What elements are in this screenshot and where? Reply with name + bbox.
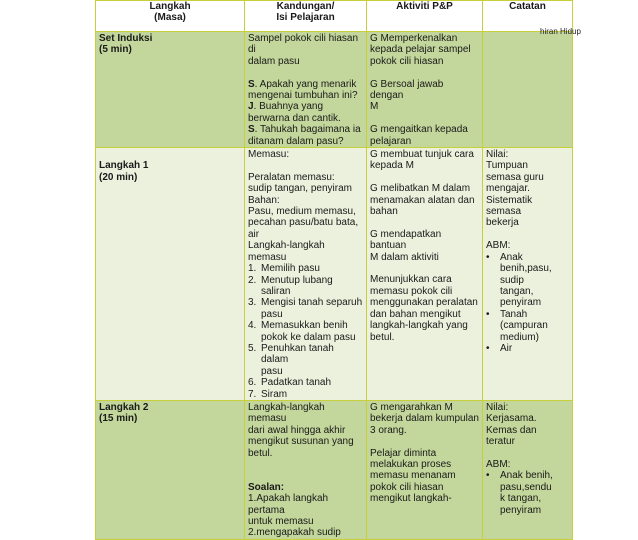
nilai-block — [486, 402, 569, 448]
abm-list — [486, 470, 569, 516]
text-line: pasu — [261, 365, 283, 377]
text-line: Memasukkan benih — [261, 320, 348, 332]
aktiviti-block — [370, 229, 479, 263]
text-line: memasu pokok cili — [370, 285, 453, 297]
text-line: Bahan: — [248, 194, 280, 206]
soalan-label: Soalan: — [248, 481, 285, 493]
text-line: Kerjasama. — [486, 413, 537, 425]
list-item — [486, 343, 569, 354]
list-item: 2. Menutup lubang saliran — [248, 275, 363, 298]
margin-note: hiran Hidup — [540, 27, 581, 36]
text-line: . Tahukah bagaimana ia ditanam dalam pasu? — [248, 124, 361, 147]
stage-time: (20 min) — [99, 171, 138, 183]
text-line: Pasu, medium memasu, — [248, 206, 356, 218]
text-line: . Buahnya yang berwarna dan cantik. — [248, 101, 341, 124]
text-line: mengikut susunan yang — [248, 436, 354, 448]
list-item — [486, 470, 569, 516]
text-line: G mengarahkan M — [370, 401, 453, 413]
text-line: teratur — [486, 436, 515, 448]
text-line: semasa — [486, 206, 522, 218]
kandungan-intro — [248, 33, 363, 67]
text-line: pecahan pasu/batu bata, — [248, 217, 359, 229]
text-line: . Apakah yang menarik mengenai tumbuhan ini? — [248, 78, 358, 102]
cell-kandungan — [245, 32, 367, 148]
header-label: (Masa) — [154, 12, 186, 23]
text-line: Sistematik — [486, 194, 533, 206]
table-row-langkah-2 — [96, 400, 573, 539]
header-kandungan — [245, 1, 367, 32]
text-line: M — [370, 101, 379, 113]
text-line: Tanah — [500, 308, 528, 320]
list-item: 3. Mengisi tanah separuh pasu — [248, 297, 363, 320]
bullet-icon: • — [486, 342, 490, 354]
aktiviti-block — [370, 274, 479, 342]
stage-time: (15 min) — [99, 413, 138, 425]
text-line: Nilai: — [486, 149, 509, 161]
text-line: penyiram — [500, 504, 542, 516]
text-line: Menunjukkan cara — [370, 274, 452, 286]
stage-name: Set Induksi — [99, 33, 153, 44]
text-line: pasu,sendu — [500, 481, 552, 493]
aktiviti-block — [370, 124, 479, 147]
aktiviti-block — [370, 402, 479, 436]
abm-label: ABM: — [486, 458, 511, 470]
header-label: Aktiviti P&P — [396, 1, 453, 12]
text-line: bekerja — [486, 217, 519, 229]
cell-catatan — [483, 148, 573, 401]
text-line: Anak — [500, 251, 523, 263]
text-line: Peralatan memasu: — [248, 171, 335, 183]
cell-aktiviti — [367, 32, 483, 148]
lesson-plan-table — [95, 0, 573, 540]
text-line: G Bersoal jawab dengan — [370, 78, 444, 102]
cell-catatan — [483, 32, 573, 148]
stage-name: Langkah 1 — [99, 160, 149, 172]
text-line: Pelajar diminta — [370, 447, 437, 459]
text-line: Menutup lubang saliran — [261, 274, 333, 297]
text-line: Air — [500, 342, 513, 354]
text-line: Penuhkan tanah dalam — [261, 342, 334, 366]
text-line: M dalam aktiviti — [370, 251, 439, 263]
text-line: sudip tangan, penyiram — [248, 183, 352, 195]
text-line: sudip — [500, 274, 524, 286]
text-line: J — [248, 101, 254, 113]
list-item — [486, 309, 569, 343]
list-item: 1. Memilih pasu — [248, 263, 320, 275]
cell-catatan — [483, 400, 573, 539]
text-line: melakukan proses — [370, 458, 452, 470]
text-line: pokok cili hiasan — [370, 55, 444, 67]
text-line: kepada pelajar sampel — [370, 44, 471, 56]
text-line: memasu menanam — [370, 470, 456, 482]
cell-langkah — [96, 400, 245, 539]
text-line: air — [248, 228, 260, 240]
text-line: bahan — [370, 206, 398, 218]
text-line: Padatkan tanah — [261, 377, 332, 389]
cell-aktiviti — [367, 148, 483, 401]
text-line: dari awal hingga akhir — [248, 424, 346, 436]
kandungan-intro — [248, 402, 363, 459]
text-line: G melibatkan M dalam — [370, 183, 471, 195]
aktiviti-block — [370, 149, 479, 172]
aktiviti-block — [370, 183, 479, 217]
text-line: menggunakan peralatan — [370, 297, 478, 309]
text-line: Anak benih, — [500, 470, 553, 482]
text-line: penyiram — [500, 297, 542, 309]
aktiviti-block — [370, 33, 479, 67]
stage-time: (5 min) — [99, 44, 132, 56]
text-line: G Memperkenalkan — [370, 33, 458, 44]
text-line: dan bahan mengikut — [370, 308, 461, 320]
table-row-set-induksi — [96, 32, 573, 148]
steps-list — [248, 263, 363, 400]
text-line: Langkah-langkah memasu — [248, 401, 325, 425]
header-langkah — [96, 1, 245, 32]
text-line: G mendapatkan bantuan — [370, 228, 442, 252]
text-line: Tumpuan — [486, 160, 528, 172]
text-line: G membuat tunjuk cara — [370, 149, 474, 161]
text-line: pokok ke dalam pasu — [261, 331, 356, 343]
stage-name: Langkah 2 — [99, 401, 149, 413]
nilai-block — [486, 149, 569, 229]
text-line: tangan, — [500, 285, 534, 297]
table-row-langkah-1 — [96, 148, 573, 401]
text-line: Memilih pasu — [261, 263, 320, 275]
text-line: S — [248, 124, 255, 136]
list-item — [486, 252, 569, 309]
bullet-icon: • — [486, 470, 490, 482]
text-line: 2.mengapakah sudip — [248, 527, 341, 539]
qa-line — [248, 101, 363, 124]
bullet-icon: • — [486, 308, 490, 320]
text-line: Nilai: — [486, 401, 509, 413]
abm-list — [486, 252, 569, 355]
text-line: Langkah-langkah memasu — [248, 240, 325, 263]
text-line: pelajaran — [370, 135, 412, 147]
bullet-icon: • — [486, 251, 490, 263]
text-line: betul. — [370, 331, 395, 343]
list-item: 7. Siram — [248, 388, 288, 400]
cell-aktiviti — [367, 400, 483, 539]
text-line: Mengisi tanah separuh — [261, 297, 363, 309]
text-line: pasu — [261, 308, 283, 320]
list-item: 4. Memasukkan benih pokok ke dalam pasu — [248, 320, 356, 343]
kandungan-heading: Memasu: — [248, 149, 290, 161]
text-line: dalam pasu — [248, 55, 300, 67]
cell-langkah — [96, 32, 245, 148]
cell-langkah — [96, 148, 245, 401]
qa-line — [248, 79, 363, 102]
text-line: menamakan alatan dan — [370, 194, 475, 206]
text-line: medium) — [500, 331, 539, 343]
text-line: S — [248, 78, 255, 90]
text-line: langkah-langkah yang — [370, 320, 468, 332]
header-label: Langkah — [149, 1, 191, 12]
list-item: 6. Padatkan tanah — [248, 377, 332, 389]
header-aktiviti — [367, 1, 483, 32]
text-line: Siram — [261, 388, 288, 400]
text-line: bekerja dalam kumpulan — [370, 413, 479, 425]
text-line: (campuran — [500, 320, 548, 332]
table-header-row — [96, 1, 573, 32]
aktiviti-block — [370, 79, 479, 113]
soalan-list — [248, 493, 363, 539]
text-line: betul. — [248, 447, 273, 459]
header-label: Isi Pelajaran — [276, 12, 335, 23]
text-line: semasa guru — [486, 171, 544, 183]
text-line: 1.Apakah langkah pertama — [248, 493, 329, 516]
kandungan-tools — [248, 172, 363, 263]
text-line: pokok cili hiasan — [370, 481, 444, 493]
text-line: kepada M — [370, 160, 414, 172]
text-line: Sampel pokok cili hiasan di — [248, 33, 359, 56]
text-line: 3 orang. — [370, 424, 407, 436]
abm-label: ABM: — [486, 240, 511, 252]
text-line: mengajar. — [486, 183, 530, 195]
text-line: mengikut langkah- — [370, 493, 452, 505]
cell-kandungan — [245, 148, 367, 401]
text-line: k tangan, — [500, 493, 542, 505]
list-item: 5. Penuhkan tanah dalam pasu — [248, 343, 363, 377]
header-label: Kandungan/ — [276, 1, 335, 12]
text-line: untuk memasu — [248, 516, 314, 527]
text-line: benih,pasu, — [500, 263, 552, 275]
cell-kandungan — [245, 400, 367, 539]
text-line: G mengaitkan kepada — [370, 124, 468, 136]
text-line: Kemas dan — [486, 424, 537, 436]
aktiviti-block — [370, 448, 479, 505]
header-label: Catatan — [509, 1, 546, 12]
qa-line — [248, 124, 363, 147]
